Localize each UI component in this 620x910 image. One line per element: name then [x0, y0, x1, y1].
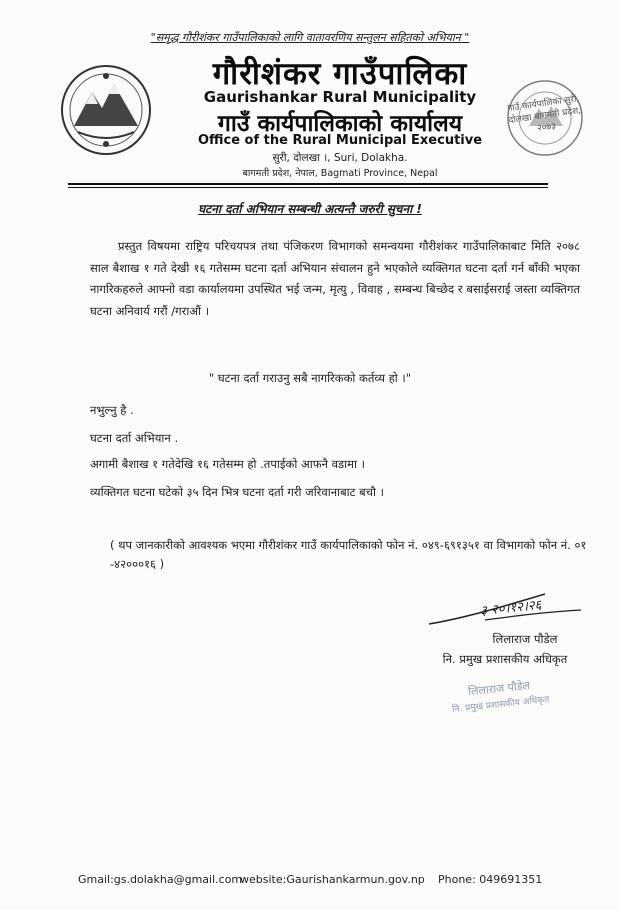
slogan: "समृद्ध गौरीशंकर गाउँपालिकाको लागि वातावरणिय सन्तुलन सहितको अभियान " — [150, 31, 470, 44]
name-stamp — [419, 672, 582, 723]
municipality-title-nepali: गौरीशंकर गाउँपालिका — [212, 56, 468, 92]
municipality-title-english: Gaurishankar Rural Municipality — [203, 88, 477, 106]
notice-paragraph: प्रस्तुत विषयमा राष्ट्रिय परिचयपत्र तथा पंजिकरण विभागको समन्वयमा गौरीशंकर गाउँपालिकाबाट मिति २०७८ साल बैशाख १ गते देखी १६ गतेसम्म घटना दर्ता अभियान संचालन हुने भएकोले व्यक्तिगत घटना दर्ता गर्न बाँकी भएका नागरिकहरुले आफ्नो वडा कार्यालयमा उपस्थित भई जन्म, मृत्यु , विवाह , सम्बन्ध बिच्छेद र बसाईसराई जस्ता व्यक्तिगत घटना अनिवार्य गरौं /गराऔं । — [90, 239, 580, 318]
gaurishankar-emblem-icon — [58, 62, 154, 158]
header-divider-thin — [68, 187, 548, 188]
reminder-line: नभुल्नु है . — [90, 403, 134, 417]
stamp-title: नि. प्रमुख प्रशासकीय अधिकृत — [451, 694, 550, 716]
header-divider — [68, 183, 548, 185]
office-title-english: Office of the Rural Municipal Executive — [197, 133, 483, 148]
signatory-name: लिलाराज पौडेल — [492, 632, 558, 646]
notice-quote: " घटना दर्ता गराउनु सबै नागरिकको कर्तव्य हो ।" — [208, 371, 412, 385]
notice-title: घटना दर्ता अभियान सम्बन्धी अत्यन्तै जरुरी सुचना ! — [198, 202, 422, 216]
seal-text: गाउँ कार्यपालिका सुरी, दोलखा बागमती प्रदेश, २०७३ — [506, 94, 582, 135]
footer-phone: Phone: 049691351 — [438, 873, 543, 886]
contact-note: ( थप जानकारीको आवश्यक भएमा गौरीशंकर गाउँ कार्यपालिकाको फोन नं. ०४९-६९१३५१ वा विभागको फोन नं. ०१ -४२०००१६ ) — [110, 538, 587, 571]
stamp-name: लिलाराज पौडेल — [467, 678, 531, 699]
footer-email: Gmail:gs.dolakha@gmail.com — [78, 873, 243, 886]
signature-date: ३ २०।१२।२६ — [479, 597, 543, 620]
office-title-nepali: गाउँ कार्यपालिकाको कार्यालय — [217, 110, 463, 137]
campaign-line: घटना दर्ता अभियान . — [90, 431, 179, 445]
date-line: अगामी बैशाख १ गतेदेखि १६ गतेसम्म हो .तपाईको आफनै वडामा । — [90, 457, 366, 471]
deadline-line: व्यक्तिगत घटना घटेको ३५ दिन भित्र घटना दर्ता गरी जरिवानाबाट बचौ । — [90, 485, 384, 499]
footer-website: website:Gaurishankarmun.gov.np — [240, 873, 425, 886]
address-line: सुरी, दोलखा ।, Suri, Dolakha. — [272, 152, 408, 164]
signatory-title: नि. प्रमुख प्रशासकीय अधिकृत — [442, 652, 568, 666]
province-line: बागमती प्रदेश, नेपाल, Bagmati Province, Nepal — [242, 168, 438, 179]
